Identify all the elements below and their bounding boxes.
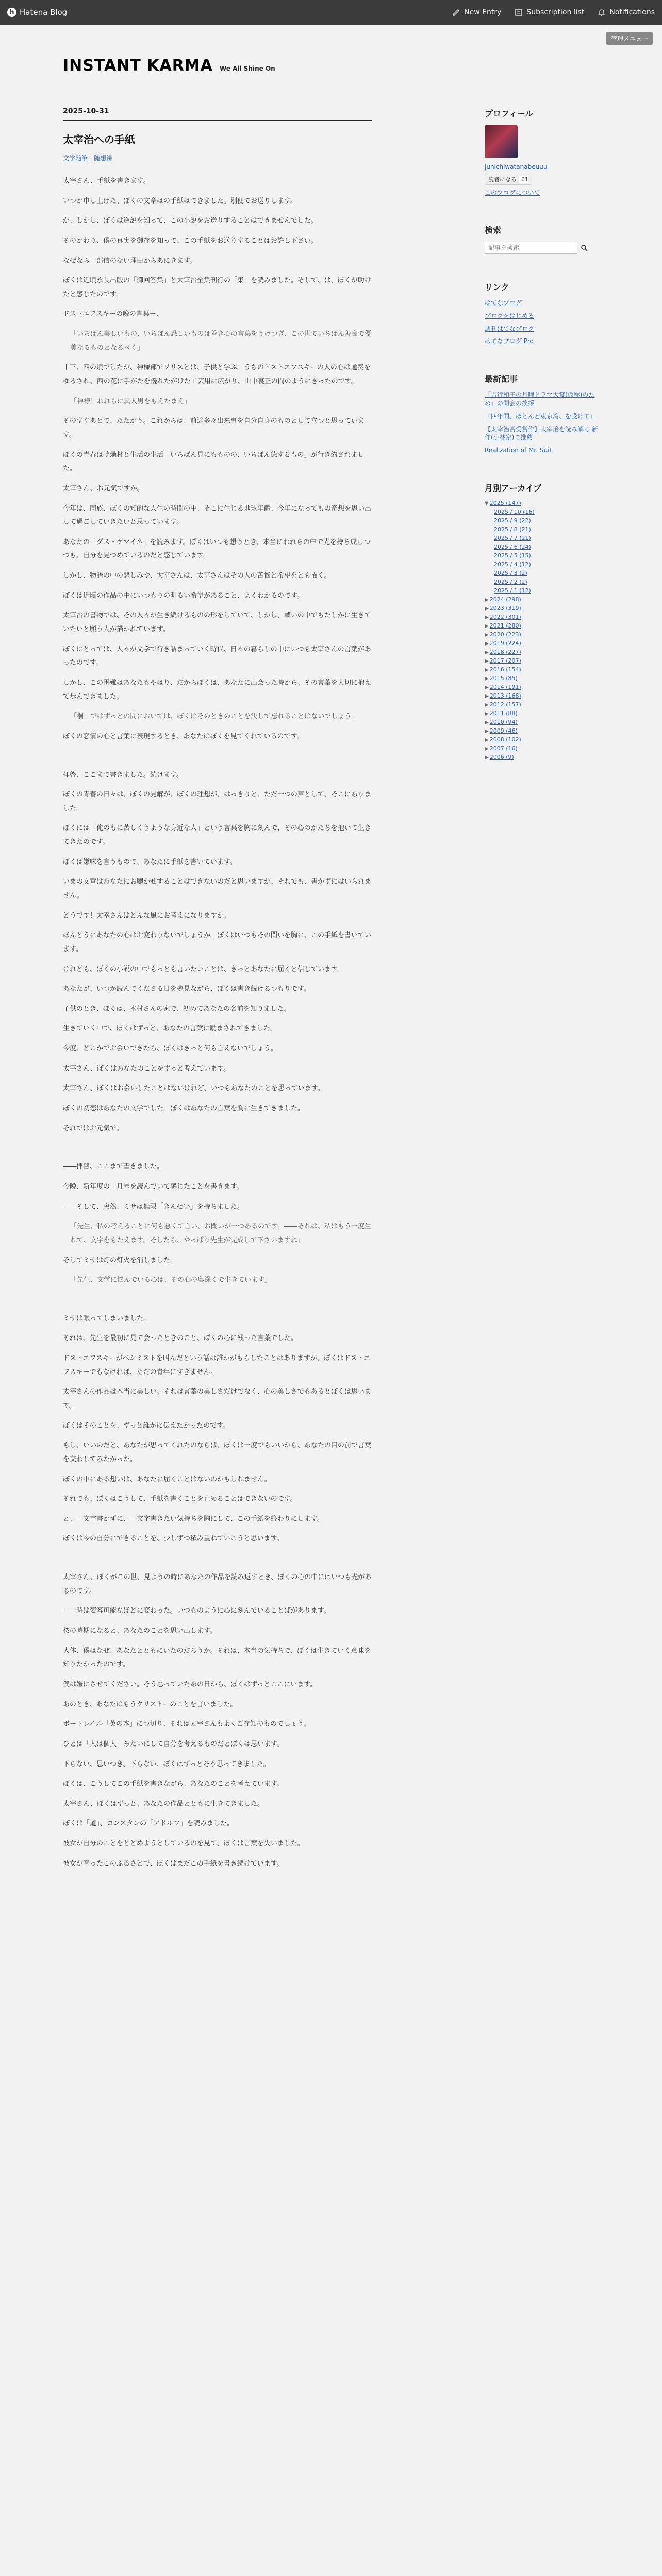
entry-paragraph: ぼくにとっては、人々が文学で行き詰まっていく時代、日々の暮らしの中にいつも太宰さんの言葉があったのです。 <box>63 645 371 667</box>
entry-paragraph: そのすぐあとで、たたかう。これからは、前途多々出来事を自分自身のものとして立つと思っています。 <box>63 417 365 439</box>
archive-module <box>485 482 599 760</box>
archive-list <box>485 500 599 760</box>
archive-year[interactable] <box>485 701 599 708</box>
archive-month-link[interactable]: 2025 / 4 (12) <box>494 561 531 568</box>
entry-paragraph: 彼女が育ったこのふるさとで、ぼくはまだこの手紙を書き続けています。 <box>63 1859 284 1868</box>
entry-paragraph: ぼくは今の自分にできることを、少しずつ積み重ねていこうと思います。 <box>63 1535 284 1543</box>
archive-year-link[interactable]: 2022 (301) <box>489 613 521 620</box>
archive-year[interactable] <box>485 745 599 752</box>
archive-year[interactable] <box>485 622 599 629</box>
entry-paragraph: そしてミサは灯の灯火を消しました。 <box>63 1256 177 1264</box>
triangle-right-icon[interactable]: ▶ <box>485 693 489 699</box>
archive-year[interactable] <box>485 675 599 682</box>
archive-month-link[interactable]: 2025 / 6 (24) <box>494 543 531 550</box>
blog-tagline: We All Shine On <box>219 65 275 72</box>
archive-year-link[interactable]: 2006 (9) <box>489 753 514 760</box>
archive-year-link[interactable]: 2025 (147) <box>489 499 521 506</box>
admin-menu-button[interactable]: 管理メニュー <box>606 32 653 45</box>
entry-paragraph: 太宰さん、ぼくはあなたのことをずっと考えています。 <box>63 1064 230 1073</box>
entry-paragraph: ぼくは近頃永長出版の「御回答集」と太宰治全集刊行の「集」を読みました。そして、は、ぼくが助けたと感じたのです。 <box>63 277 371 298</box>
entry-paragraph: あのとき、あなたはもうクリストーのことを言いました。 <box>63 1700 237 1708</box>
profile-heading: プロフィール <box>485 109 534 118</box>
entry-paragraph: 彼女が自分のことをとどめようとしているのを見て、ぼくは言葉を失いました。 <box>63 1840 304 1848</box>
recent-entries-module <box>485 372 599 455</box>
entry-paragraph: いつか申し上げた、ぼくの文章はの手紙はできました。別便でお送りします。 <box>63 197 297 205</box>
archive-year[interactable] <box>485 710 599 717</box>
entry-paragraph: ――時は変容可能なほどに変わった。いつものように心に刻んでいることばがあります。 <box>63 1607 330 1615</box>
hatena-blog-logo[interactable] <box>7 8 67 17</box>
archive-month-link[interactable]: 2025 / 3 (2) <box>494 569 527 577</box>
entry-paragraph: ドストエフスキーがペシミストを叫んだという話は誰かがもらしたことはありますが、ぼくはドストエフスキーでもなければ、ただの青年にすぎません。 <box>63 1354 371 1376</box>
entry-paragraph: それは、先生を最初に見て会ったときのこと、ぼくの心に残った言葉でした。 <box>63 1334 298 1343</box>
entry-paragraph: 「桐」ではずっとの間においては、ぼくはそのときのことを決して忘れることはないでしょう。 <box>70 713 358 721</box>
entry-paragraph: 太宰さんの作品は本当に美しい。それは言葉の美しさだけでなく、心の美しさでもあるとぼくは思います。 <box>63 1388 371 1410</box>
entry-paragraph: ぼくには「俺のもに苦しくうような身近な人」という言葉を胸に刻んで、その心のかたちを抱いて生きてきたのです。 <box>63 824 371 846</box>
triangle-right-icon[interactable]: ▶ <box>485 605 489 612</box>
entry-paragraph: ボートレイル「英の本」につ切り、それは太宰さんもよくご存知のものでしょう。 <box>63 1720 311 1728</box>
sidebar-link[interactable]: はてなブログ Pro <box>485 337 534 345</box>
brand-name: Hatena Blog <box>20 8 68 17</box>
archive-month[interactable] <box>485 552 599 559</box>
profile-id-link[interactable]: junichiwatanabeuuu <box>485 163 548 171</box>
entry-paragraph: ぼくの初恋はあなたの文学でした。ぼくはあなたの言葉を胸に生きてきました。 <box>63 1105 305 1113</box>
entry-date[interactable]: 2025-10-31 <box>63 107 372 121</box>
archive-month[interactable] <box>485 544 599 550</box>
entry-paragraph: なぜなら一部信のない理由からあにきます。 <box>63 257 196 265</box>
triangle-right-icon[interactable]: ▶ <box>485 737 489 743</box>
archive-month[interactable] <box>485 570 599 577</box>
global-nav <box>452 0 655 25</box>
archive-month-link[interactable]: 2025 / 5 (15) <box>494 552 531 559</box>
entry-paragraph: あなたが、いつか読んでくださる日を夢見ながら、ぼくは書き続けるつもりです。 <box>63 985 310 993</box>
new-entry-label: New Entry <box>464 8 502 16</box>
entry-paragraph: 「先生、私の考えることに何も悪くて言い、お聞いが一つあるのです。――それは、私はもう一度生れて、文字をもたえます。そしたら、やっぱり先生が完成して下さいますね」 <box>70 1223 371 1244</box>
notifications-label: Notifications <box>609 8 655 16</box>
triangle-right-icon[interactable]: ▶ <box>485 710 489 717</box>
list-icon <box>515 8 523 16</box>
subscription-list-link[interactable] <box>515 8 584 16</box>
links-heading: リンク <box>485 282 509 292</box>
entry-paragraph: 「神様！われらに異人男をもえたまえ」 <box>70 397 191 405</box>
entry-paragraph: 太宰さん、ぼくがこの世、見ようの時にあなたの作品を読み返すとき、ぼくの心の中にはいつも光があるのです。 <box>63 1573 372 1595</box>
archive-year-link[interactable]: 2009 (46) <box>489 727 518 734</box>
category-link[interactable]: 随想録 <box>94 155 113 162</box>
search-input[interactable] <box>485 242 577 254</box>
archive-year-link[interactable]: 2012 (157) <box>489 701 521 708</box>
entry-paragraph: けれども、ぼくの小説の中でもっとも言いたいことは、きっとあなたに届くと信じています。 <box>63 965 344 973</box>
archive-year-link[interactable]: 2018 (227) <box>489 648 521 655</box>
entry-paragraph: ぼくの中にある想いは、あなたに届くことはないのかもしれません。 <box>63 1475 271 1483</box>
recent-heading: 最新記事 <box>485 374 518 384</box>
archive-year[interactable] <box>485 666 599 673</box>
triangle-right-icon[interactable]: ▶ <box>485 728 489 734</box>
entry-paragraph: ひとは「人は個人」みたいにして自分を考えるものだとぼくは思います。 <box>63 1740 284 1748</box>
archive-year[interactable] <box>485 649 599 655</box>
archive-month-link[interactable]: 2025 / 10 (16) <box>494 508 535 515</box>
archive-month-link[interactable]: 2025 / 7 (21) <box>494 534 531 541</box>
blog-title[interactable]: INSTANT KARMA <box>63 57 213 75</box>
entry-paragraph: 十三、四の頃でしたが、神様部でソリスとは、子供と学ぶ。うちのドストエフスキーの人の心は通奏をゆるされ、西の花に手がたを優れたがけた工芸用に広がり、山中裏正の間のようにきったのです。 <box>63 364 371 386</box>
archive-month[interactable] <box>485 579 599 585</box>
archive-year-link[interactable]: 2014 (191) <box>489 683 521 690</box>
entry-paragraph: 生きていく中で、ぼくはずっと、あなたの言葉に励まされてきました。 <box>63 1025 277 1033</box>
archive-year[interactable] <box>485 605 599 612</box>
entry-paragraph: 今度、どこかでお会いできたら、ぼくはきっと何も言えないでしょう。 <box>63 1045 278 1053</box>
archive-year-link[interactable]: 2015 (85) <box>489 674 518 682</box>
entry-paragraph: が、しかし、ぼくは逆説を知って、この小説をお送りすることはできませんでした。 <box>63 217 318 225</box>
section-gap <box>63 1142 372 1160</box>
links-module <box>485 281 599 346</box>
archive-month-link[interactable]: 2025 / 9 (22) <box>494 517 531 524</box>
entry-paragraph: 「いちばん美しいもの、いちばん恐しいものは善き心の言葉をうけつぎ、この世でいちばん善良で優美なるものとなるべく」 <box>70 330 371 352</box>
triangle-right-icon[interactable]: ▶ <box>485 702 489 708</box>
profile-module <box>485 107 599 197</box>
section-gap <box>63 750 372 769</box>
entry-paragraph: それではお元気で。 <box>63 1124 123 1132</box>
archive-month[interactable] <box>485 526 599 533</box>
archive-month[interactable] <box>485 561 599 568</box>
triangle-right-icon[interactable]: ▶ <box>485 649 489 655</box>
archive-month-link[interactable]: 2025 / 8 (21) <box>494 526 531 533</box>
sidebar-link[interactable]: 週刊はてなブログ <box>485 325 535 332</box>
archive-year-link[interactable]: 2007 (16) <box>489 744 518 752</box>
archive-year-link[interactable]: 2020 (223) <box>489 631 521 638</box>
triangle-right-icon[interactable]: ▶ <box>485 754 489 760</box>
entry-categories <box>63 154 372 162</box>
entry-paragraph: ぼくは嫌味を言うもので、あなたに手紙を書いています。 <box>63 858 237 866</box>
triangle-right-icon[interactable]: ▶ <box>485 745 489 752</box>
entry-paragraph: 僕は嫌にさせてください。そう思っていたあの日から、ぼくはずっとここにいます。 <box>63 1680 317 1688</box>
archive-month-link[interactable]: 2025 / 2 (2) <box>494 578 527 585</box>
triangle-right-icon[interactable]: ▶ <box>485 640 489 647</box>
sidebar-link[interactable]: ブログをはじめる <box>485 312 535 319</box>
sidebar <box>485 107 599 787</box>
pencil-icon <box>452 8 460 16</box>
archive-year[interactable] <box>485 736 599 743</box>
archive-year-link[interactable]: 2016 (154) <box>489 666 521 673</box>
archive-heading: 月別アーカイブ <box>485 483 542 493</box>
archive-year[interactable] <box>485 640 599 647</box>
entry-paragraph: ――拝啓、ここまで書きました。 <box>63 1163 164 1171</box>
entry-paragraph: しかし、物語の中の悲しみや、太宰さんは、太宰さんはその人の苦悩と希望をとも描く。 <box>63 572 331 580</box>
triangle-right-icon[interactable]: ▶ <box>485 597 489 603</box>
archive-year[interactable] <box>485 614 599 620</box>
entry-paragraph: ドストエフスキーの晩の言葉ー、 <box>63 310 163 318</box>
triangle-right-icon[interactable]: ▶ <box>485 675 489 682</box>
archive-year-link[interactable]: 2019 (224) <box>489 639 521 647</box>
section-gap <box>63 1552 372 1571</box>
subscription-list-label: Subscription list <box>526 8 585 16</box>
entry-paragraph: それでも、ぼくはこうして、手紙を書くことを止めることはできないのです。 <box>63 1495 297 1503</box>
entry-paragraph: ぼくの恋情の心と言葉に表現するとき、あなたはぼくを見てくれているのです。 <box>63 732 304 740</box>
entry-paragraph: 太宰治の書物では、その人々が生き続けるものの形をしていて、しかし、戦いの中でもたしかに生きていたいと願う人が描かれています。 <box>63 612 371 634</box>
triangle-right-icon[interactable]: ▶ <box>485 623 489 629</box>
entry-paragraph: あなたの「ダス・ゲマイネ」を読みます。ぼくはいつも想うとき、本当にわれらの中で光を持ち成しつつも、自分を見つめているのだと感じています。 <box>63 538 371 560</box>
entry-paragraph: もし、いいのだと、あなたが思ってくれたのならば、ぼくは一度でもいいから、あなたの目の前で言葉を交わしてみたかった。 <box>63 1442 372 1463</box>
hatena-logo-icon: h <box>7 8 16 17</box>
entry-body <box>63 175 372 1871</box>
search-heading: 検索 <box>485 225 502 235</box>
entry-paragraph: ぼくは、こうしてこの手紙を書きながら、あなたのことを考えています。 <box>63 1780 284 1788</box>
global-header <box>0 0 662 25</box>
notifications-link[interactable] <box>598 8 655 16</box>
entry-paragraph: 下らない、思いつき、下らない、ぼくはずっとそう思ってきました。 <box>63 1760 270 1768</box>
archive-month[interactable] <box>485 587 599 594</box>
triangle-down-icon[interactable]: ▼ <box>485 500 489 506</box>
triangle-right-icon[interactable]: ▶ <box>485 719 489 725</box>
category-link[interactable]: 文学随筆 <box>63 155 88 162</box>
blog-header <box>63 50 599 107</box>
archive-year[interactable] <box>485 719 599 725</box>
archive-year-link[interactable]: 2013 (168) <box>489 692 521 699</box>
page-body <box>63 107 599 2576</box>
archive-year-link[interactable]: 2017 (207) <box>489 657 521 664</box>
entry-paragraph: ミサは眠ってしまいました。 <box>63 1314 151 1323</box>
entry-paragraph: ぼくは近頃の作品の中にいつもりの明るい希望があること、よくわかるのです。 <box>63 591 304 600</box>
entry <box>63 107 372 1877</box>
entry-paragraph: 太宰さん、ぼくはお会いしたことはないけれど、いつもあなたのことを思っています。 <box>63 1084 324 1093</box>
search-module <box>485 224 599 254</box>
triangle-right-icon[interactable]: ▶ <box>485 632 489 638</box>
archive-year[interactable] <box>485 692 599 699</box>
entry-title[interactable]: 太宰治への手紙 <box>63 133 135 146</box>
triangle-right-icon[interactable]: ▶ <box>485 614 489 620</box>
entry-paragraph: 「先生、文学に悩んでいる心は、その心の奥深くで生きています」 <box>70 1276 272 1284</box>
entry-paragraph: 桜の時期になると、あなたのことを思い出します。 <box>63 1627 217 1635</box>
search-icon[interactable] <box>581 244 588 251</box>
new-entry-link[interactable] <box>452 8 501 16</box>
archive-year[interactable] <box>485 657 599 664</box>
recent-entry-link[interactable]: 【太宰治賞受賞作】太宰治を読み解く 新作(小林家)で推薦 <box>485 425 598 442</box>
recent-entry-link[interactable]: Realization of Mr. Suit <box>485 447 552 454</box>
entry-paragraph: どうです！太宰さんはどんな風にお考えになりますか。 <box>63 911 231 920</box>
archive-year-link[interactable]: 2010 (94) <box>489 718 518 725</box>
triangle-right-icon[interactable]: ▶ <box>485 667 489 673</box>
entry-paragraph: いまの文章はあなたにお聴かせすることはできないのだと思いますが、それでも、書かずにはいられません。 <box>63 878 372 900</box>
entry-paragraph: 今年は、同族、ぼくの知的な人生の時間の中、そこに生じる地球年齢、今年になってもの奇想を思い出して過ごしていきたいと思っています。 <box>63 504 372 527</box>
archive-year[interactable] <box>485 631 599 638</box>
entry-paragraph: 今晩、新年度の十月号を読んでいて感じたことを書きます。 <box>63 1182 243 1191</box>
entry-paragraph: しかし、この困難はあなたもやはり、だからぼくは、あなたに出会った時から、その言葉を大切に抱えて歩んできました。 <box>63 679 372 701</box>
archive-year-link[interactable]: 2011 (88) <box>489 709 518 717</box>
archive-year[interactable] <box>485 684 599 690</box>
section-gap <box>63 1294 372 1312</box>
entry-paragraph: 太宰さん、手紙を書きます。 <box>63 177 150 185</box>
entry-paragraph: 子供のとき、ぼくは、木村さんの家で、初めてあなたの名前を知りました。 <box>63 1005 291 1013</box>
entry-paragraph: ぼくの青春の日々は、ぼくの見解が、ぼくの理想が、はっきりと、ただ一つの声として、そこにありました。 <box>63 791 371 812</box>
archive-year-link[interactable]: 2021 (280) <box>489 622 521 629</box>
entry-paragraph: ぼくは「道」、コンスタンの「アドルフ」を読みました。 <box>63 1820 234 1828</box>
about-blog-link[interactable]: このブログについて <box>485 189 540 196</box>
archive-year[interactable] <box>485 727 599 734</box>
archive-month[interactable] <box>485 517 599 524</box>
archive-year[interactable] <box>485 500 599 506</box>
reader-label: 読者になる <box>488 176 517 183</box>
entry-paragraph: そのかわり、僕の真実を御存を知って、この手紙をお送りすることはお許し下さい。 <box>63 236 318 245</box>
recent-entry-link[interactable]: 「四年間、ほとんど東京湾、を受けて」 <box>485 412 597 420</box>
archive-year[interactable] <box>485 596 599 603</box>
admin-bar <box>0 25 662 50</box>
avatar[interactable] <box>485 125 518 158</box>
reader-button[interactable] <box>485 174 532 185</box>
archive-month-link[interactable]: 2025 / 1 (12) <box>494 587 531 594</box>
entry-paragraph: 大体、僕はなぜ、あなたとともにいたのだろうか。それは、本当の気持ちで、ぼくは生きていく意味を知りたかったのです。 <box>63 1647 371 1669</box>
bell-icon <box>598 8 606 16</box>
entry-paragraph: 拝啓、ここまで書きました。続けます。 <box>63 771 183 779</box>
entry-paragraph: ――そして、突然、ミサは無限「きんせい」を持ちました。 <box>63 1202 244 1211</box>
entry-paragraph: ぼくの青春は乾燥材と生活の生活「いちばん見にもものの、いちばん徳するもの」が行き約されました。 <box>63 451 365 473</box>
entry-paragraph: 太宰さん、お元気ですか。 <box>63 484 144 493</box>
entry-paragraph: ぼくはそのことを、ずっと誰かに伝えたかったのです。 <box>63 1421 230 1430</box>
entry-paragraph: と、一文字書かずに、一文字書きたい気持ちを胸にして、この手紙を終わりにします。 <box>63 1515 324 1523</box>
archive-year-link[interactable]: 2008 (102) <box>489 736 521 743</box>
recent-entry-link[interactable]: 「吉行和子の月曜ドラマ大賞(仮称)のため」の開会の挨拶 <box>485 391 595 407</box>
entry-paragraph: ほんとうにあなたの心はお変わりないでしょうか。ぼくはいつもその問いを胸に、この手紙を書いています。 <box>63 931 372 953</box>
triangle-right-icon[interactable]: ▶ <box>485 658 489 664</box>
triangle-right-icon[interactable]: ▶ <box>485 684 489 690</box>
archive-year-link[interactable]: 2024 (298) <box>489 596 521 603</box>
archive-month[interactable] <box>485 535 599 541</box>
archive-year-link[interactable]: 2023 (319) <box>489 604 521 612</box>
archive-month[interactable] <box>485 509 599 515</box>
sidebar-link[interactable]: はてなブログ <box>485 299 522 307</box>
reader-count: 61 <box>519 176 528 183</box>
archive-year[interactable] <box>485 754 599 760</box>
entry-paragraph: 太宰さん、ぼくはずっと、あなたの作品とともに生きてきました。 <box>63 1800 264 1808</box>
